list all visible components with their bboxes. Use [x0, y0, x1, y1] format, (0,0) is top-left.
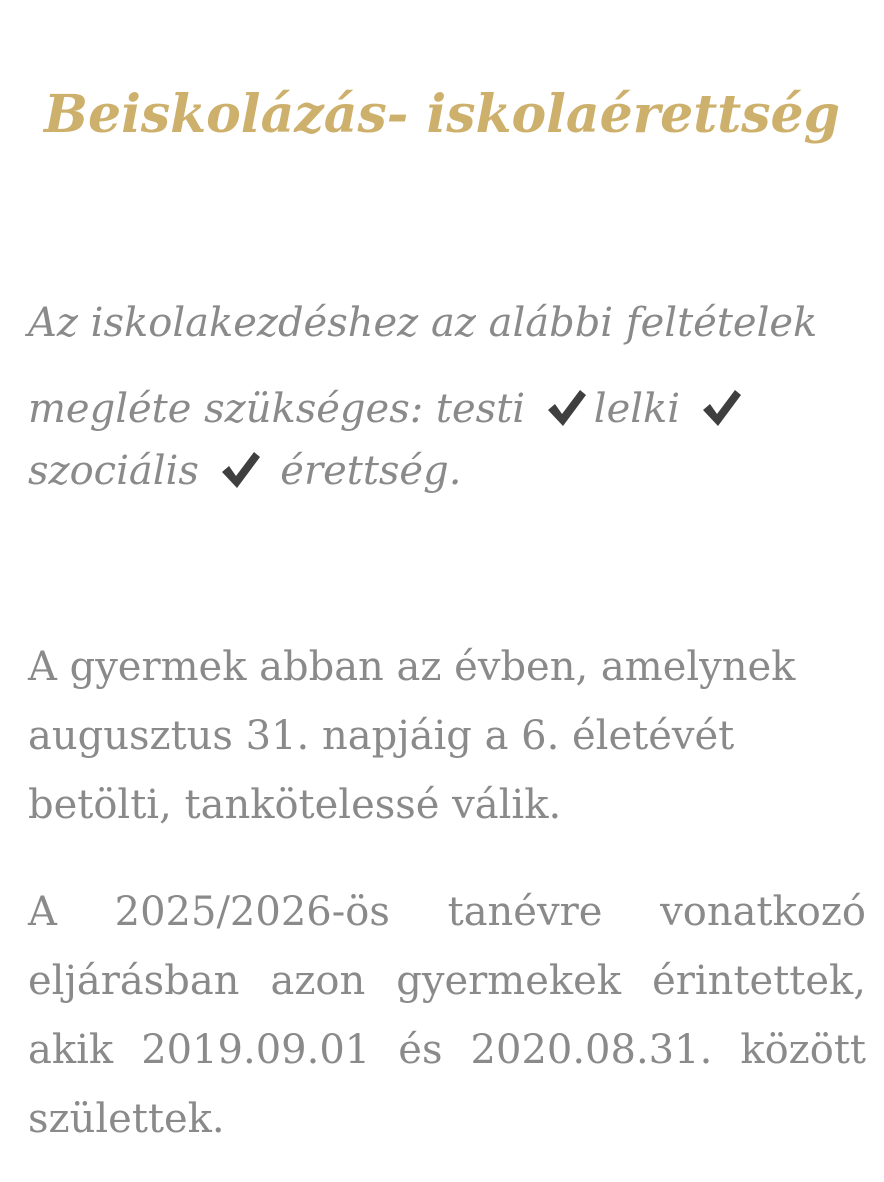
word: A	[28, 889, 57, 935]
word: 2025/2026-ös	[114, 889, 390, 935]
check-mark-icon	[699, 386, 743, 430]
word-szocialis: szociális	[28, 448, 199, 494]
word-erettseg: érettség.	[280, 448, 462, 494]
word: eljárásban	[28, 958, 240, 1004]
word-lelki: lelki	[593, 386, 681, 432]
paragraph-school-year	[28, 878, 866, 1154]
paragraph-line	[28, 947, 866, 1016]
word: azon	[270, 958, 366, 1004]
intro-line-1: Az iskolakezdéshez az alábbi feltételek	[28, 300, 818, 346]
paragraph-line: augusztus 31. napjáig a 6. életévét	[28, 713, 735, 759]
word: akik	[28, 1027, 114, 1073]
word: vonatkozó	[660, 889, 866, 935]
paragraph-line: A gyermek abban az évben, amelynek	[28, 644, 796, 690]
word: és	[398, 1027, 443, 1073]
check-mark-icon	[544, 386, 588, 430]
paragraph-line	[28, 1016, 866, 1085]
intro-line-2-text: megléte szükséges: testi	[28, 386, 526, 432]
word: között	[740, 1027, 866, 1073]
paragraph-line	[28, 878, 866, 947]
word: 2019.09.01	[141, 1027, 371, 1073]
word: érintettek,	[652, 958, 866, 1004]
check-mark-icon	[218, 448, 262, 492]
intro-paragraph	[28, 292, 858, 502]
word: 2020.08.31.	[470, 1027, 713, 1073]
paragraph-line: betölti, tankötelessé válik.	[28, 782, 562, 828]
word: tanévre	[447, 889, 603, 935]
word: gyermekek	[396, 958, 622, 1004]
paragraph-line: születtek.	[28, 1096, 225, 1142]
page-title: Beiskolázás- iskolaérettség	[44, 84, 840, 145]
paragraph-school-age	[28, 633, 866, 840]
